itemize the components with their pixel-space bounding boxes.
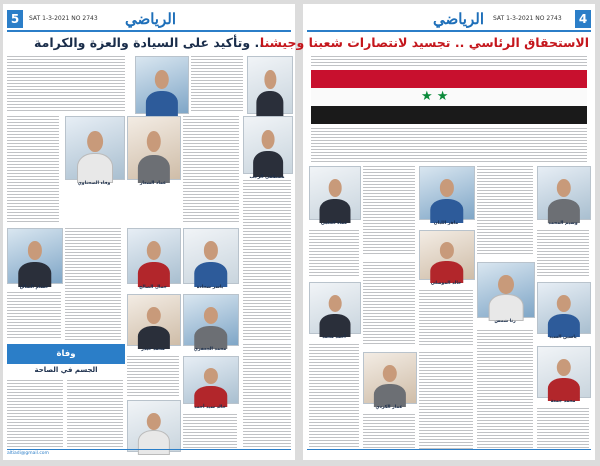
photo-caption: وفاء الصحناوي (77, 181, 111, 186)
footer-email: altiadi@gmail.com (7, 451, 49, 456)
photo-caption: حسام الصالح (19, 285, 49, 290)
page-number: 5 (7, 10, 23, 28)
photo (309, 166, 361, 220)
article-text (537, 230, 589, 276)
photo (127, 116, 181, 180)
photo (537, 346, 591, 398)
article-text (419, 290, 473, 346)
article-text (67, 380, 123, 450)
article-text (363, 166, 415, 256)
article-text (7, 292, 61, 340)
photo (183, 228, 239, 284)
syrian-flag-image (311, 70, 587, 124)
article-text (477, 166, 533, 256)
article-text (7, 380, 63, 450)
newspaper-logo: الرياضي (433, 10, 484, 28)
photo (183, 294, 239, 346)
photo (135, 56, 189, 114)
photo-caption: محمد الجعفري (193, 347, 227, 352)
photo-caption: عمار الكردي (375, 405, 403, 410)
article-text (183, 414, 237, 450)
article-text (311, 56, 587, 68)
section-subtitle: الجسم في الصاحة (34, 366, 98, 374)
photo-caption: عماد الحلبي (320, 221, 348, 226)
photo (419, 230, 475, 280)
article-text (65, 228, 121, 340)
photo (183, 356, 239, 404)
photo (419, 166, 475, 220)
page-footer (307, 449, 591, 458)
article-text (309, 230, 359, 276)
issue-meta: SAT 1-3-2021 NO 2743 (29, 15, 98, 22)
page-header (7, 10, 291, 32)
article-text (311, 128, 587, 162)
page-5 (3, 4, 295, 460)
photo (127, 294, 181, 346)
article-text (309, 344, 359, 450)
photo (537, 282, 591, 334)
article-text (7, 116, 59, 224)
page-header (307, 10, 591, 32)
photo (477, 262, 535, 318)
article-text (243, 180, 291, 340)
article-text (7, 56, 125, 112)
photo-caption: جمال الصالح (139, 285, 167, 290)
photo-caption: أحمد محمد (322, 335, 346, 340)
article-text (127, 356, 179, 396)
article-text (419, 352, 473, 450)
photo (247, 56, 293, 114)
article-text (243, 344, 291, 450)
photo-caption: وسيم المحمد (548, 221, 578, 226)
photo-caption: مصطفى الرجب (249, 175, 285, 180)
flag-stars: ★ ★ (421, 88, 449, 104)
newspaper-logo: الرياضي (125, 10, 176, 28)
article-text (537, 408, 589, 450)
page-headline: الاستحقاق الرئاسي .. تجسيد لانتصارات شعبنا وجيشنا (259, 35, 589, 50)
photo (65, 116, 125, 180)
photo-caption: ياسين السيد (549, 335, 577, 340)
photo-caption: رنا شمس (494, 319, 516, 324)
photo-caption: ياسر شحادة (196, 285, 224, 290)
photo (537, 166, 591, 220)
photo-caption: ماهر اللبان (433, 221, 459, 226)
issue-meta: SAT 1-3-2021 NO 2743 (493, 15, 562, 22)
photo (7, 228, 63, 284)
page-number: 4 (575, 10, 591, 28)
photo-caption: محمد جمعة (550, 399, 576, 404)
photo (309, 282, 361, 334)
photo (127, 400, 181, 452)
article-text (191, 56, 243, 112)
photo-caption: خالد سيد أحمد (194, 405, 226, 410)
photo-caption: خالد الموصلي (430, 281, 462, 286)
photo (243, 116, 293, 174)
article-text (363, 414, 415, 450)
photo-caption: محمد حيدر (141, 347, 165, 352)
page-footer (7, 449, 291, 458)
page-headline: .. وتأكيد على السيادة والعزة والكرامة (34, 35, 264, 50)
section-banner: وفاة (7, 344, 125, 364)
article-text (363, 262, 415, 346)
article-text (477, 330, 533, 450)
photo (363, 352, 417, 404)
photo-caption: عماد الشعار (139, 181, 167, 186)
article-text (183, 116, 239, 224)
photo (127, 228, 181, 284)
